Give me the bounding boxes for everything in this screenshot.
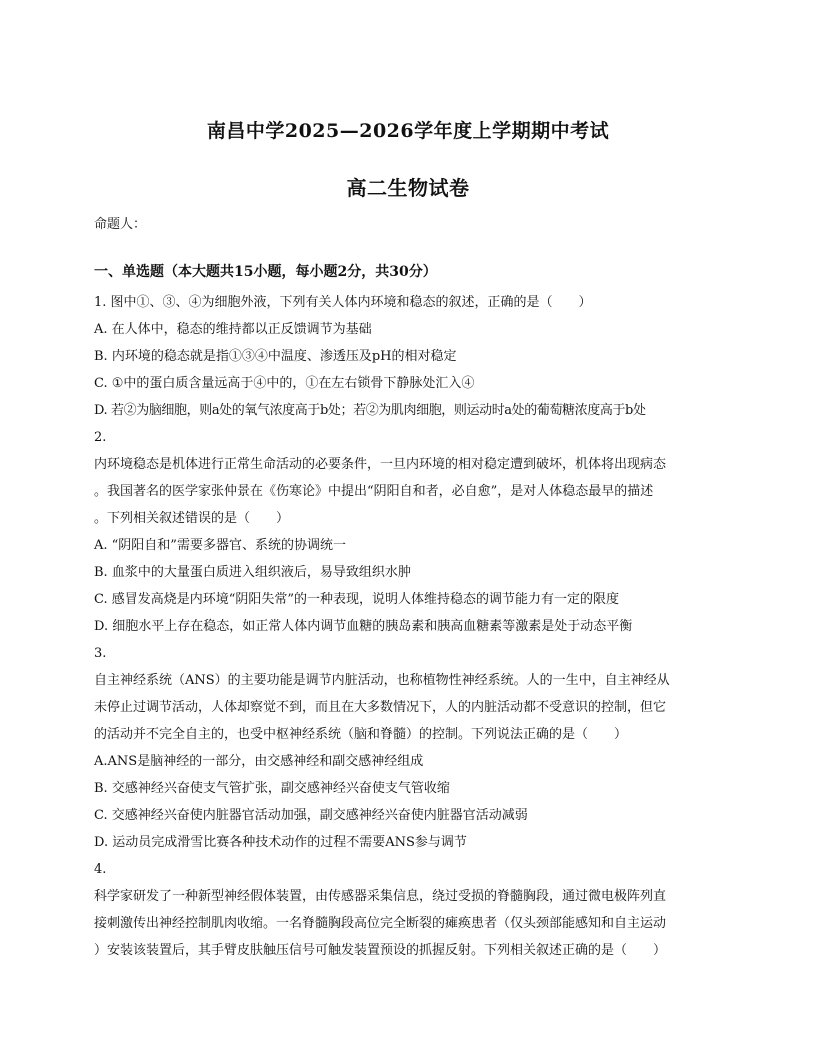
question-4-number: 4.: [94, 862, 107, 877]
question-4-stem-line: 科学家研发了一种新型神经假体装置，由传感器采集信息，绕过受损的脊髓胸段，通过微电极阵列直: [94, 889, 667, 904]
exam-title: 南昌中学2025—2026学年度上学期期中考试: [206, 120, 610, 142]
question-4-stem-line: ）安装该装置后，其手臂皮肤触压信号可触发装置预设的抓握反射。下列相关叙述正确的是（ ）: [94, 943, 667, 958]
question-1-option-a: A. 在人体中，稳态的维持都以正反馈调节为基础: [94, 322, 372, 337]
exam-subtitle: 高二生物试卷: [346, 176, 470, 200]
question-2-stem-line: 。我国著名的医学家张仲景在《伤寒论》中提出“阴阳自和者，必自愈”，是对人体稳态最早的描述: [94, 484, 654, 499]
question-2-stem-line: 内环境稳态是机体进行正常生命活动的必要条件，一旦内环境的相对稳定遭到破坏，机体将出现病态: [94, 457, 667, 472]
question-4-stem-line: 接刺激传出神经控制肌肉收缩。一名脊髓胸段高位完全断裂的瘫痪患者（仅头颈部能感知和自主运动: [94, 916, 667, 931]
author-label: 命题人：: [94, 217, 147, 232]
question-1-option-b: B. 内环境的稳态就是指①③④中温度、渗透压及pH的相对稳定: [94, 349, 457, 364]
question-3-option-d: D. 运动员完成滑雪比赛各种技术动作的过程不需要ANS参与调节: [94, 835, 467, 850]
question-2-number: 2.: [94, 430, 107, 445]
question-3-number: 3.: [94, 646, 107, 661]
question-3-stem-line: 自主神经系统（ANS）的主要功能是调节内脏活动，也称植物性神经系统。人的一生中，自主神经从: [94, 673, 670, 688]
question-3-stem-line: 未停止过调节活动，人体却察觉不到，而且在大多数情况下，人的内脏活动都不受意识的控制，但它: [94, 700, 667, 715]
question-2-option-d: D. 细胞水平上存在稳态，如正常人体内调节血糖的胰岛素和胰高血糖素等激素是处于动态平衡: [94, 619, 633, 634]
question-3-stem-line: 的活动并不完全自主的，也受中枢神经系统（脑和脊髓）的控制。下列说法正确的是（ ）: [94, 727, 628, 742]
question-1-stem: 1. 图中①、③、④为细胞外液，下列有关人体内环境和稳态的叙述，正确的是（ ）: [94, 295, 592, 310]
question-3-option-a: A.ANS是脑神经的一部分，由交感神经和副交感神经组成: [94, 754, 424, 769]
question-3-option-b: B. 交感神经兴奋使支气管扩张，副交感神经兴奋使支气管收缩: [94, 781, 450, 796]
section-heading: 一、单选题（本大题共15小题，每小题2分，共30分）: [94, 264, 437, 280]
question-2-stem-line: 。下列相关叙述错误的是（ ）: [94, 511, 290, 526]
question-2-option-a: A. “阴阳自和”需要多器官、系统的协调统一: [94, 538, 346, 553]
question-1-option-c: C. ①中的蛋白质含量远高于④中的，①在左右锁骨下静脉处汇入④: [94, 376, 475, 391]
question-1-option-d: D. 若②为脑细胞，则a处的氧气浓度高于b处；若②为肌肉细胞，则运动时a处的葡萄糖浓度高于b处: [94, 403, 646, 418]
question-2-option-b: B. 血浆中的大量蛋白质进入组织液后，易导致组织水肿: [94, 565, 411, 580]
question-2-option-c: C. 感冒发高烧是内环境“阴阳失常”的一种表现，说明人体维持稳态的调节能力有一定的限度: [94, 592, 620, 607]
question-3-option-c: C. 交感神经兴奋使内脏器官活动加强，副交感神经兴奋使内脏器官活动减弱: [94, 808, 528, 823]
